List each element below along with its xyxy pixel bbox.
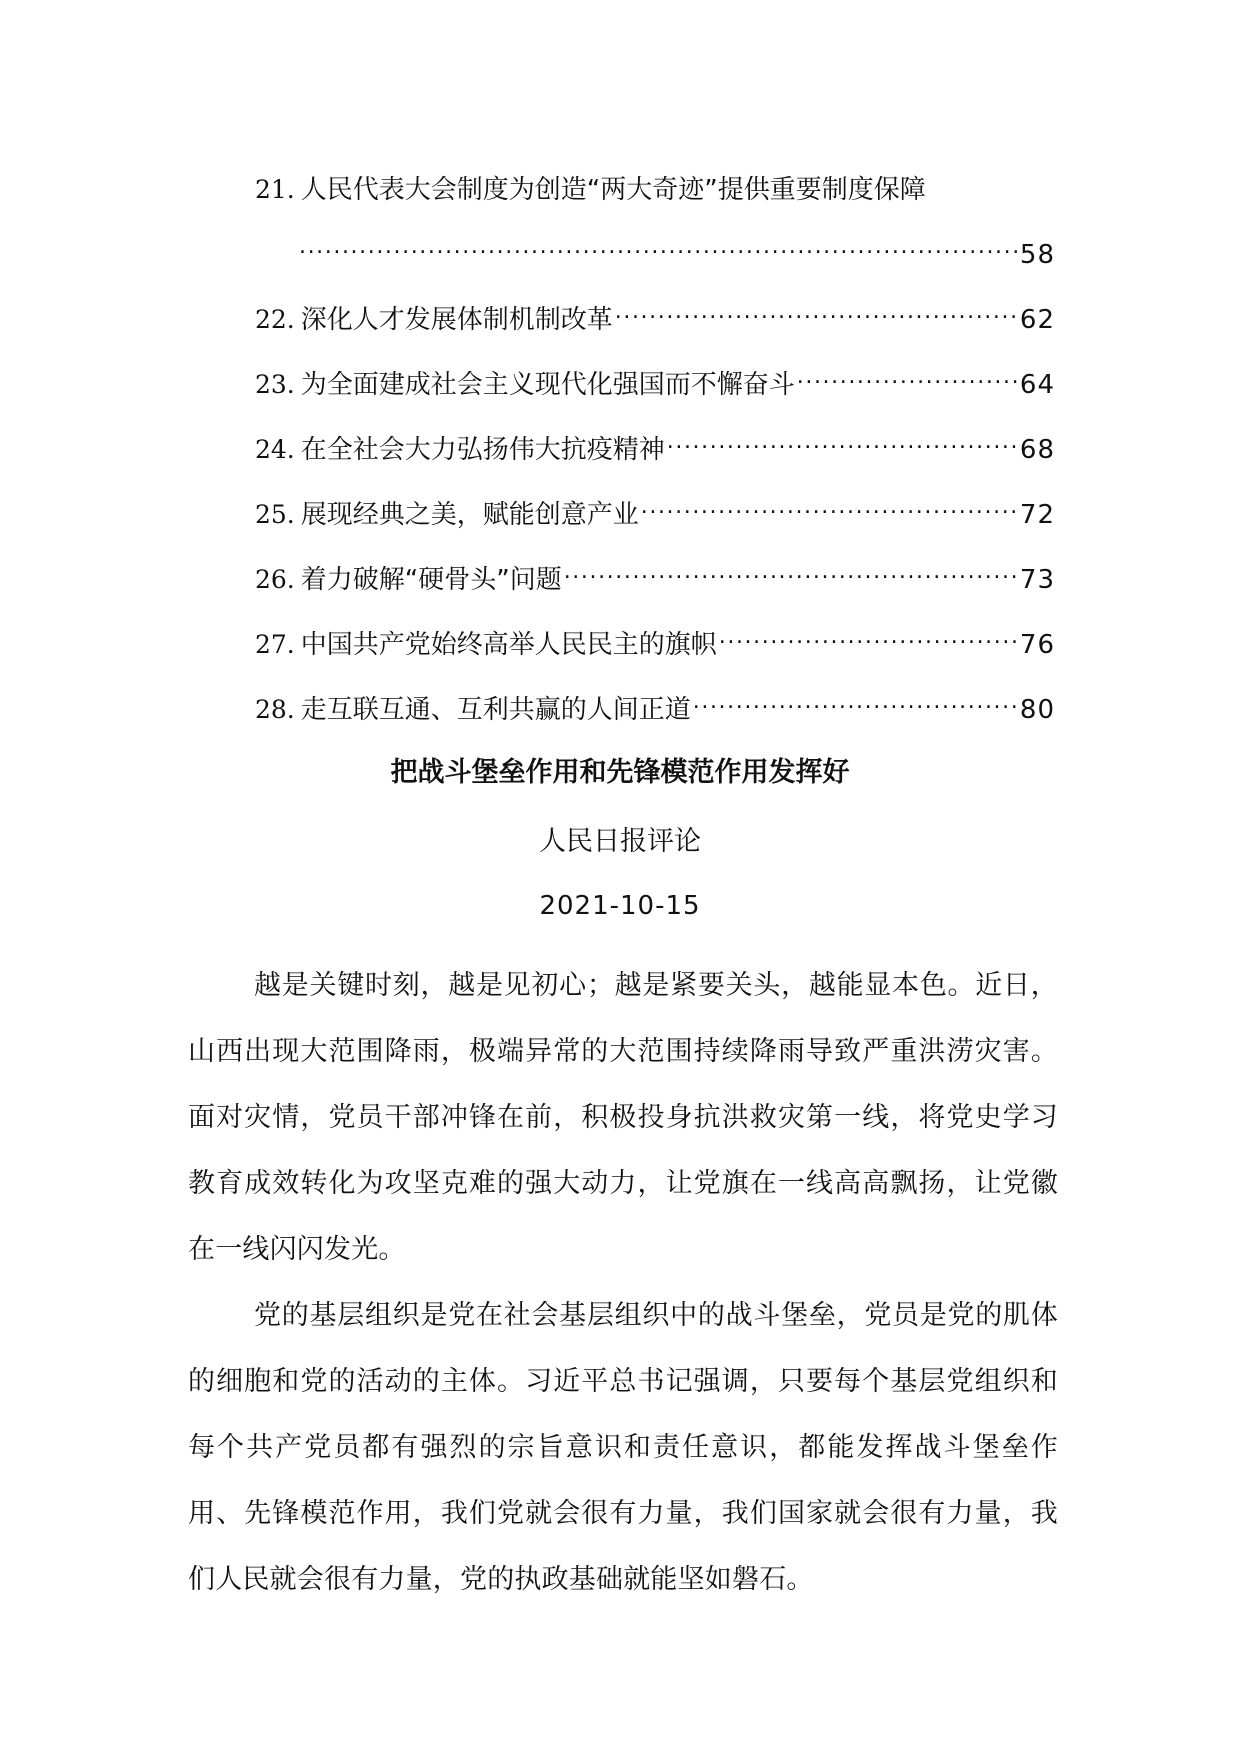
article-paragraph: 党的基层组织是党在社会基层组织中的战斗堡垒，党员是党的肌体的细胞和党的活动的主体。习近平总书记强调，只要每个基层党组织和每个共产党员都有强烈的宗旨意识和责任意识，都能发挥战斗堡垒作用、先锋模范作用，我们党就会很有力量，我们国家就会很有力量，我们人民就会很有力量，党的执政基础就能坚如磐石。	[188, 1300, 1058, 1595]
toc-entry-22[interactable]	[255, 300, 1055, 365]
toc-entry-page: 72	[1019, 500, 1055, 530]
toc-entry-26[interactable]	[255, 560, 1055, 625]
article-source: 人民日报评论	[539, 826, 701, 857]
toc-entry-number: 28.	[255, 695, 295, 724]
toc-entry-number: 27.	[255, 630, 295, 659]
toc-leader-dots	[719, 627, 1018, 653]
toc-leader-dots	[299, 237, 1018, 263]
toc-entry-title: 中国共产党始终高举人民民主的旗帜	[300, 630, 717, 660]
article-title: 把战斗堡垒作用和先锋模范作用发挥好	[390, 757, 850, 788]
toc-entry-page: 58	[1019, 240, 1055, 270]
article-date: 2021-10-15	[539, 891, 701, 921]
toc-entry-number: 25.	[255, 500, 295, 529]
toc-entry-25[interactable]	[255, 495, 1055, 560]
toc-entry-21-continuation[interactable]	[255, 235, 1055, 300]
toc-leader-dots	[641, 497, 1018, 523]
article-body	[188, 953, 1058, 1613]
toc-leader-dots	[564, 562, 1018, 588]
toc-entry-page: 73	[1019, 565, 1055, 595]
toc-entry-title: 走互联互通、互利共赢的人间正道	[300, 695, 691, 725]
toc-entry-21[interactable]	[255, 170, 1055, 235]
toc-entry-page: 68	[1019, 435, 1055, 465]
toc-entry-page: 64	[1019, 370, 1055, 400]
toc-entry-page: 80	[1019, 695, 1055, 725]
toc-leader-dots	[615, 302, 1018, 328]
toc-entry-27[interactable]	[255, 625, 1055, 690]
toc-entry-number: 24.	[255, 435, 295, 464]
toc-entry-title: 为全面建成社会主义现代化强国而不懈奋斗	[300, 370, 795, 400]
toc-entry-23[interactable]	[255, 365, 1055, 430]
toc-leader-dots	[667, 432, 1018, 458]
toc-entry-title: 人民代表大会制度为创造“两大奇迹”提供重要制度保障	[300, 175, 926, 205]
toc-entry-number: 21.	[255, 175, 295, 204]
toc-entry-28[interactable]	[255, 690, 1055, 755]
toc-entry-title: 展现经典之美，赋能创意产业	[300, 500, 639, 530]
toc-entry-title: 深化人才发展体制机制改革	[300, 305, 613, 335]
toc-entry-number: 23.	[255, 370, 295, 399]
table-of-contents	[255, 170, 1055, 755]
toc-entry-number: 22.	[255, 305, 295, 334]
toc-entry-number: 26.	[255, 565, 295, 594]
toc-entry-title: 在全社会大力弘扬伟大抗疫精神	[300, 435, 665, 465]
toc-leader-dots	[797, 367, 1018, 393]
article-paragraph: 越是关键时刻，越是见初心；越是紧要关头，越能显本色。近日，山西出现大范围降雨，极端异常的大范围持续降雨导致严重洪涝灾害。面对灾情，党员干部冲锋在前，积极投身抗洪救灾第一线，将党史学习教育成效转化为攻坚克难的强大动力，让党旗在一线高高飘扬，让党徽在一线闪闪发光。	[188, 970, 1058, 1265]
toc-entry-page: 62	[1019, 305, 1055, 335]
toc-entry-title: 着力破解“硬骨头”问题	[300, 565, 562, 595]
toc-entry-page: 76	[1019, 630, 1055, 660]
toc-entry-24[interactable]	[255, 430, 1055, 495]
toc-leader-dots	[693, 692, 1018, 718]
